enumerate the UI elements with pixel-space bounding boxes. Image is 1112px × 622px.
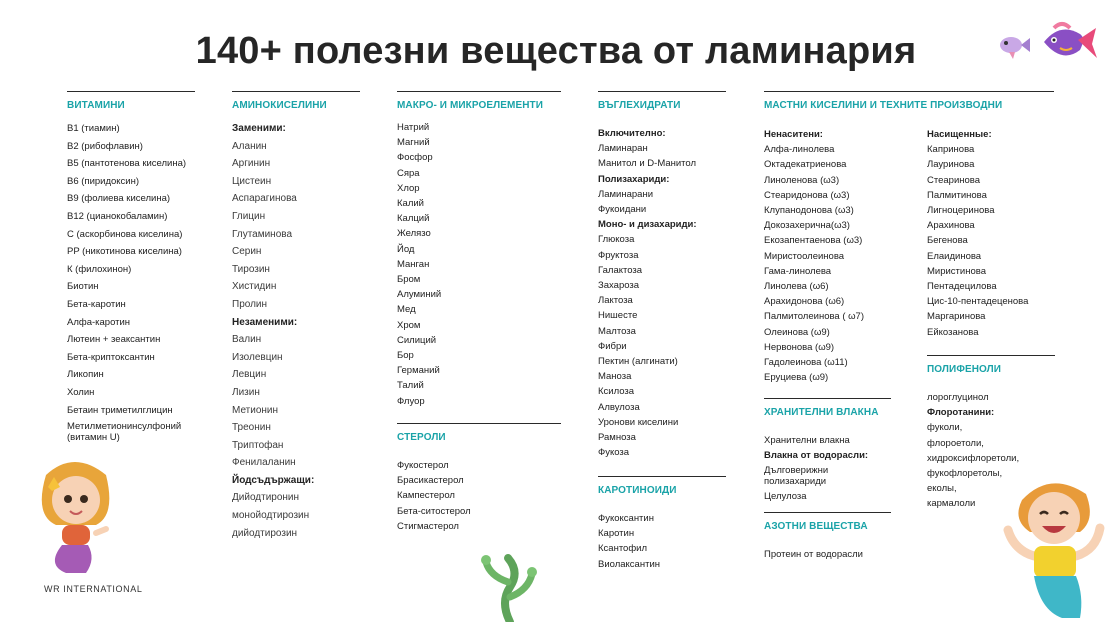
list-item: кармалоли — [927, 498, 976, 510]
list-item: Захароза — [598, 280, 640, 292]
carotenoids-list — [598, 511, 726, 572]
list-item: Миристинова — [927, 265, 986, 277]
list-item: Бета-криптоксантин — [67, 351, 155, 363]
section-divider — [764, 91, 1054, 92]
list-item: Алуминий — [397, 289, 442, 301]
list-item: Хистидин — [232, 281, 277, 293]
vitamins-list — [67, 120, 195, 445]
list-item: Фенилаланин — [232, 457, 296, 469]
list-item: Елаидинова — [927, 250, 982, 262]
list-item: Пентадецилова — [927, 281, 997, 293]
list-item: Сяра — [397, 167, 420, 179]
unsaturated-fatty-acids — [764, 127, 914, 385]
list-item: Ксантофил — [598, 543, 648, 555]
list-item: Калций — [397, 213, 430, 225]
list-item: Фосфор — [397, 152, 433, 164]
section-heading: МАСТНИ КИСЕЛИНИ И ТЕХНИТЕ ПРОИЗВОДНИ — [764, 100, 1003, 111]
list-item: Треонин — [232, 422, 271, 434]
list-item: Манган — [397, 258, 430, 270]
list-item: Ликопин — [67, 369, 104, 381]
small-fish-icon — [995, 30, 1031, 60]
list-item: Капринова — [927, 144, 975, 156]
list-item: Фукоидани — [598, 204, 647, 216]
list-item: Силиций — [397, 334, 437, 346]
list-item: Стеаринова — [927, 174, 981, 186]
list-item: Еруциева (ω9) — [764, 372, 829, 384]
list-item: Виолаксантин — [598, 558, 660, 570]
subgroup-label: Флоротанини: — [927, 407, 995, 419]
list-item: еколы, — [927, 483, 957, 495]
list-item: Галактоза — [598, 264, 643, 276]
list-item: Аргинин — [232, 158, 271, 170]
list-item: PP (никотинова киселина) — [67, 246, 182, 258]
brand-logo-text: WR INTERNATIONAL — [44, 584, 143, 594]
list-item: Хром — [397, 319, 421, 331]
list-item: Аланин — [232, 140, 267, 152]
list-item: Бета-каротин — [67, 298, 126, 310]
fibers-section — [764, 398, 891, 505]
list-item: Лютеин + зеаксантин — [67, 334, 161, 346]
sterols-list — [397, 458, 561, 534]
list-item: С (аскорбинова киселина) — [67, 228, 183, 240]
list-item: Маргаринова — [927, 311, 986, 323]
list-item: Маноза — [598, 371, 632, 383]
subgroup-label: Включително: — [598, 128, 666, 139]
list-item: Валин — [232, 334, 262, 346]
list-item: Глутаминова — [232, 228, 293, 240]
list-item: Талий — [397, 380, 424, 392]
section-divider — [67, 91, 195, 92]
section-heading: ПОЛИФЕНОЛИ — [927, 364, 1002, 375]
list-item: Пектин (алгинати) — [598, 356, 678, 368]
nitrogen-list — [764, 547, 891, 562]
sterols-section — [397, 423, 561, 534]
section-divider — [232, 91, 360, 92]
list-item: Миристоолеинова — [764, 250, 845, 262]
list-item: Лактоза — [598, 295, 633, 307]
list-item: B12 (цианокобаламин) — [67, 210, 168, 222]
saturated-list — [927, 127, 1055, 340]
subgroup-label: Моно- и дизахариди: — [598, 219, 697, 231]
list-item: B1 (тиамин) — [67, 123, 120, 134]
list-item: Фибри — [598, 340, 627, 352]
list-item: Натрий — [397, 122, 430, 133]
amino-acids-section — [232, 91, 360, 542]
mermaid-girl-illustration — [26, 455, 126, 575]
list-item: Лизин — [232, 386, 260, 398]
list-item: Ламинаран — [598, 143, 648, 155]
list-item: Докозахерична(ω3) — [764, 220, 850, 232]
section-heading: СТЕРОЛИ — [397, 432, 446, 443]
section-heading: КАРОТИНОИДИ — [598, 485, 677, 496]
section-heading: ВИТАМИНИ — [67, 100, 125, 111]
section-divider — [764, 512, 891, 513]
list-item: Рамноза — [598, 432, 636, 444]
list-item: Флуор — [397, 395, 425, 407]
list-item: К (филохинон) — [67, 263, 132, 275]
list-item: хидроксифлоретоли, — [927, 452, 1020, 464]
minerals-section — [397, 91, 561, 409]
list-item: Триптофан — [232, 439, 284, 451]
subgroup-label: Йодсъдържащи: — [232, 474, 315, 486]
list-item: фуколи, — [927, 422, 963, 434]
list-item: Олеинова (ω9) — [764, 326, 830, 338]
list-item: Алвулоза — [598, 401, 640, 413]
list-item: Дийодтиронин — [232, 492, 300, 504]
list-item: Гадолеинова (ω11) — [764, 357, 848, 369]
list-item: Фруктоза — [598, 249, 639, 261]
list-item: Ейкозанова — [927, 326, 979, 338]
subgroup-label: Насищенные: — [927, 129, 992, 140]
list-item: Каротин — [598, 528, 635, 540]
list-item: Холин — [67, 386, 95, 398]
saturated-fatty-acids — [927, 127, 1055, 340]
list-item: Арахинова — [927, 220, 975, 232]
list-item: Уронови киселини — [598, 416, 679, 428]
list-item: Бета-ситостерол — [397, 505, 471, 517]
nitrogen-section — [764, 512, 891, 562]
section-divider — [397, 91, 561, 92]
list-item: Ламинарани — [598, 188, 654, 200]
unsaturated-list — [764, 127, 914, 385]
list-item: B5 (пантотенова киселина) — [67, 158, 187, 170]
subgroup-label: Полизахариди: — [598, 173, 670, 185]
subgroup-label: Ненаситени: — [764, 129, 823, 140]
list-item: Фукоксантин — [598, 513, 654, 524]
list-item: Гама-линолева — [764, 265, 832, 277]
list-item: лороглуцинол — [927, 392, 989, 403]
list-item: Цистеин — [232, 175, 272, 187]
list-item: Палмитинова — [927, 189, 987, 201]
list-item: фукофлоретолы, — [927, 468, 1003, 480]
minerals-list — [397, 120, 561, 409]
list-item: Протеин от водорасли — [764, 549, 863, 560]
list-item: B2 (рибофлавин) — [67, 140, 143, 152]
list-item: Бор — [397, 350, 414, 362]
list-item: Серин — [232, 246, 262, 258]
list-item: Левцин — [232, 369, 267, 381]
list-item: Манитол и D-Манитол — [598, 158, 697, 170]
list-item: монойодтирозин — [232, 510, 310, 522]
vitamins-section — [67, 91, 195, 445]
list-item: Лауринова — [927, 159, 975, 171]
amino-acids-list — [232, 120, 360, 542]
subgroup-label: Незаменими: — [232, 316, 298, 328]
list-item: Ксилоза — [598, 386, 635, 398]
list-item: B6 (пиридоксин) — [67, 175, 140, 187]
list-item: Нервонова (ω9) — [764, 341, 835, 353]
list-item: Лигноцеринова — [927, 205, 995, 217]
list-item: B9 (фолиева киселина) — [67, 193, 171, 205]
section-divider — [764, 398, 891, 399]
list-item: Стигмастерол — [397, 520, 459, 532]
list-item: Глюкоза — [598, 234, 635, 246]
section-divider — [927, 355, 1055, 356]
list-item: дийодтирозин — [232, 527, 298, 539]
list-item: Арахидонова (ω6) — [764, 296, 845, 308]
list-item: Биотин — [67, 281, 99, 293]
list-item: Брасикастерол — [397, 475, 464, 487]
section-heading: ВЪГЛЕХИДРАТИ — [598, 100, 681, 111]
fatty-acids-section — [764, 91, 1054, 111]
list-item: Германий — [397, 365, 440, 377]
list-item: Желязо — [397, 228, 431, 240]
list-item: Малтоза — [598, 325, 636, 337]
section-heading: АМИНОКИСЕЛИНИ — [232, 100, 327, 111]
list-item: Метилметионинсулфоний (витамин U) — [67, 421, 182, 444]
list-item: Аспарагинова — [232, 193, 297, 205]
section-heading: АЗОТНИ ВЕЩЕСТВА — [764, 521, 868, 532]
list-item: Глицин — [232, 210, 266, 222]
merboy-illustration — [1000, 470, 1110, 620]
list-item: Калий — [397, 198, 424, 210]
fibers-list — [764, 433, 891, 505]
list-item: Магний — [397, 137, 430, 149]
list-item: Фукостерол — [397, 460, 449, 471]
subgroup-label: Влакна от водорасли: — [764, 450, 869, 462]
list-item: Дълговерижни полизахариди — [764, 465, 829, 488]
subgroup-label: Заменими: — [232, 123, 286, 134]
list-item: Целулоза — [764, 491, 807, 503]
list-item: Йод — [397, 243, 415, 255]
section-divider — [397, 423, 561, 424]
list-item: Бетаин триметилглицин — [67, 404, 173, 416]
list-item: Линоленова (ω3) — [764, 174, 840, 186]
seaweed-illustration — [470, 552, 550, 622]
carbohydrates-list — [598, 126, 726, 460]
section-heading: ХРАНИТЕЛНИ ВЛАКНА — [764, 407, 879, 418]
list-item: Хранителни влакна — [764, 435, 850, 446]
list-item: Алфа-линолева — [764, 144, 835, 156]
list-item: Октадекатриенова — [764, 159, 847, 171]
list-item: флороетоли, — [927, 437, 984, 449]
list-item: Цис-10-пентадеценова — [927, 296, 1029, 308]
list-item: Фукоза — [598, 447, 630, 459]
list-item: Мед — [397, 304, 416, 316]
list-item: Изолевцин — [232, 351, 283, 363]
list-item: Екозапентаенова (ω3) — [764, 235, 863, 247]
list-item: Тирозин — [232, 263, 270, 275]
list-item: Кампестерол — [397, 490, 455, 502]
page-title: 140+ полезни вещества от ламинария — [195, 30, 917, 72]
section-divider — [598, 476, 726, 477]
list-item: Линолева (ω6) — [764, 281, 829, 293]
list-item: Метионин — [232, 404, 279, 416]
section-divider — [598, 91, 726, 92]
list-item: Нишесте — [598, 310, 638, 322]
list-item: Стеаридонова (ω3) — [764, 189, 850, 201]
list-item: Клупанодонова (ω3) — [764, 205, 854, 217]
carbohydrates-section — [598, 91, 726, 460]
purple-fish-icon — [1040, 20, 1098, 66]
list-item: Бром — [397, 274, 421, 286]
section-heading: МАКРО- И МИКРОЕЛЕМЕНТИ — [397, 100, 544, 111]
carotenoids-section — [598, 476, 726, 572]
list-item: Алфа-каротин — [67, 316, 131, 328]
list-item: Пролин — [232, 298, 268, 310]
list-item: Бегенова — [927, 235, 968, 247]
list-item: Хлор — [397, 182, 420, 194]
list-item: Палмитолеинова ( ω7) — [764, 311, 865, 323]
